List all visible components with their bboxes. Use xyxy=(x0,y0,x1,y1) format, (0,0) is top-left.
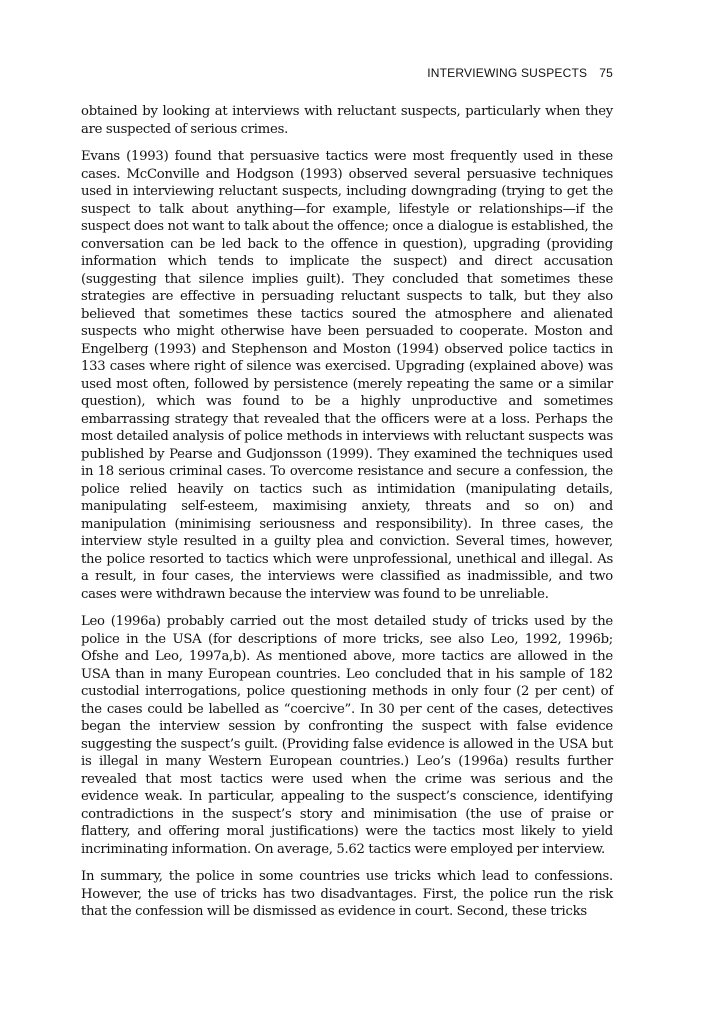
paragraph-persuasive-tactics: Evans (1993) found that persuasive tactics were most frequently used in these cases. McConville and Hodgson (1993) observed several persuasive techniques used in interviewing reluctant suspects, including downgrading (trying to get the suspect to talk about anything—for example, lifestyle or relationships—if the suspect does not want to talk about the offence; once a dialogue is established, the conversation can be led back to the offence in question), upgrading (providing information which tends to implicate the suspect) and direct accusation (suggesting that silence implies guilt). They concluded that sometimes these strategies are effective in persuading reluctant suspects to talk, but they also believed that sometimes these tactics soured the atmosphere and alienated suspects who might otherwise have been persuaded to cooperate. Moston and Engelberg (1993) and Stephenson and Moston (1994) observed police tactics in 133 cases where right of silence was exercised. Upgrading (explained above) was used most often, followed by persistence (merely repeating the same or a similar question), which was found to be a highly unproductive and sometimes embarrassing strategy that revealed that the officers were at a loss. Perhaps the most detailed analysis of police methods in interviews with reluctant suspects was published by Pearse and Gudjonsson (1999). They examined the techniques used in 18 serious criminal cases. To overcome resistance and secure a confession, the police relied heavily on tactics such as intimidation (manipulating details, manipulating self-esteem, maximising anxiety, threats and so on) and manipulation (minimising seriousness and responsibility). In three cases, the interview style resulted in a guilty plea and conviction. Several times, however, the police resorted to tactics which were unprofessional, unethical and illegal. As a result, in four cases, the interviews were classified as inadmissible, and two cases were withdrawn because the interview was found to be unreliable. xyxy=(81,149,613,602)
running-title: INTERVIEWING SUSPECTS xyxy=(427,66,588,80)
body-text xyxy=(81,103,613,921)
paragraph-summary: In summary, the police in some countries use tricks which lead to confessions. However, the use of tricks has two disadvantages. First, the police run the risk that the confession will be dismissed as evidence in court. Second, these tricks xyxy=(81,869,613,919)
paragraph-continuation: obtained by looking at interviews with reluctant suspects, particularly when they are suspected of serious crimes. xyxy=(81,104,613,137)
book-page xyxy=(81,64,613,931)
running-head xyxy=(81,64,613,82)
paragraph-leo-study: Leo (1996a) probably carried out the most detailed study of tricks used by the police in the USA (for descriptions of more tricks, see also Leo, 1992, 1996b; Ofshe and Leo, 1997a,b). As mentioned above, more tactics are allowed in the USA than in many European countries. Leo concluded that in his sample of 182 custodial interrogations, police questioning methods in only four (2 per cent) of the cases could be labelled as “coercive”. In 30 per cent of the cases, detectives began the interview session by confronting the suspect with false evidence suggesting the suspect’s guilt. (Providing false evidence is allowed in the USA but is illegal in many Western European countries.) Leo’s (1996a) results further revealed that most tactics were used when the crime was serious and the evidence weak. In particular, appealing to the suspect’s conscience, identifying contradictions in the suspect’s story and minimisation (the use of praise or flattery, and offering moral justifications) were the tactics most likely to yield incriminating information. On average, 5.62 tactics were employed per interview. xyxy=(81,614,613,857)
page-number: 75 xyxy=(599,66,613,80)
